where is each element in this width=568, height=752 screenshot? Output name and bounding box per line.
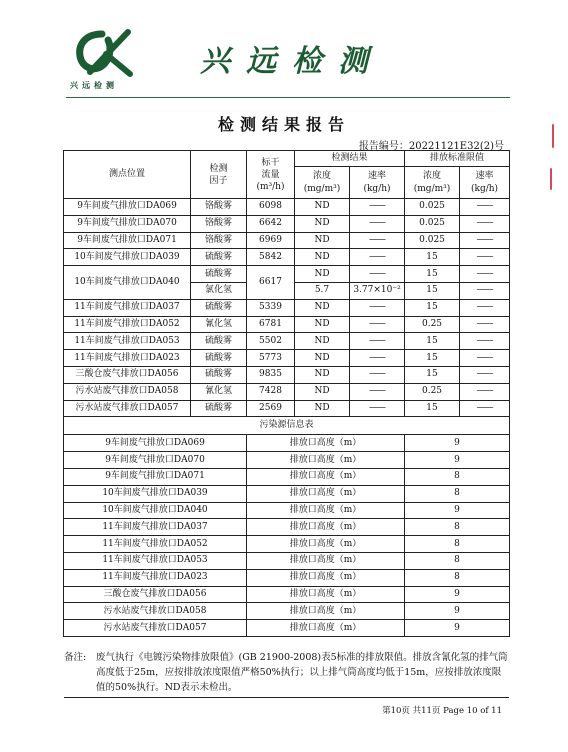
pollution-row [64,485,510,502]
cell-height: 9 [405,620,510,637]
cell-location: 9车间废气排放口DA071 [64,468,247,485]
header-limit-group: 排放标准限值 [405,151,510,167]
header-result-concentration: 浓度 (mg/m³) [295,167,350,199]
cell-flow: 5842 [247,249,295,266]
cell-location: 10车间废气排放口DA040 [64,502,247,519]
table-row [64,400,510,417]
cell-factor: 硫酸雾 [191,266,247,283]
cell-rate: —— [350,350,405,367]
cell-factor: 硫酸雾 [191,366,247,383]
pollution-row [64,536,510,553]
cell-limit-rate: —— [460,232,510,249]
cell-rate: —— [350,232,405,249]
cell-limit-rate: —— [460,249,510,266]
cell-location: 11车间废气排放口DA023 [64,569,247,586]
header-location: 测点位置 [64,151,191,199]
cell-height-label: 排放口高度（m） [247,586,405,603]
logo-subtitle: 兴远检测 [70,80,118,90]
cell-conc: ND [295,266,350,283]
pollution-section-title: 污染源信息表 [64,417,510,435]
cell-factor: 硫酸雾 [191,350,247,367]
page-indicator: 第10页 共11页 Page 10 of 11 [382,706,502,716]
cell-limit-conc: 0.25 [405,316,460,333]
cell-flow: 6098 [247,199,295,216]
cell-location: 9车间废气排放口DA069 [64,435,247,452]
table-row [64,366,510,383]
cell-conc: ND [295,249,350,266]
pollution-row [64,586,510,603]
pollution-row [64,603,510,620]
table-row [64,215,510,232]
results-table [63,150,510,637]
cell-flow: 6642 [247,215,295,232]
cell-height: 8 [405,468,510,485]
cell-conc: ND [295,383,350,400]
cell-factor: 氰化氢 [191,383,247,400]
cell-height: 9 [405,452,510,469]
cell-flow: 6781 [247,316,295,333]
cell-limit-rate: —— [460,350,510,367]
cell-location: 污水站废气排放口DA058 [64,383,191,400]
cell-conc: 5.7 [295,282,350,299]
table-row [64,299,510,316]
cell-height: 9 [405,586,510,603]
notes-label: 备注: [64,652,87,663]
cell-factor: 硫酸雾 [191,333,247,350]
cell-limit-conc: 0.025 [405,215,460,232]
cell-location: 11车间废气排放口DA052 [64,316,191,333]
report-title: 检测结果报告 [217,115,350,134]
cell-factor: 硫酸雾 [191,299,247,316]
cell-flow: 6617 [247,266,295,300]
cell-conc: ND [295,400,350,417]
table-row [64,249,510,266]
cell-factor: 硫酸雾 [191,249,247,266]
cell-conc: ND [295,366,350,383]
cell-location: 三酸仓废气排放口DA056 [64,366,191,383]
cell-rate: —— [350,366,405,383]
cell-limit-rate: —— [460,383,510,400]
cell-limit-conc: 0.025 [405,199,460,216]
table-row [64,232,510,249]
cell-location: 三酸仓废气排放口DA056 [64,586,247,603]
cell-limit-conc: 15 [405,400,460,417]
cell-limit-conc: 0.025 [405,232,460,249]
cell-flow: 5502 [247,333,295,350]
cell-limit-rate: —— [460,266,510,283]
cell-rate: —— [350,199,405,216]
header-flow-unit: (m³/h) [256,181,285,192]
cell-factor: 铬酸雾 [191,215,247,232]
company-name: 兴远检测 [200,44,384,79]
cell-location: 污水站废气排放口DA058 [64,603,247,620]
pollution-row [64,502,510,519]
cell-rate: —— [350,400,405,417]
table-row [64,316,510,333]
cell-height: 8 [405,569,510,586]
cell-factor: 铬酸雾 [191,232,247,249]
cell-location: 9车间废气排放口DA070 [64,452,247,469]
cell-height-label: 排放口高度（m） [247,620,405,637]
cell-limit-conc: 0.25 [405,383,460,400]
header-result-rate: 速率 (kg/h) [350,167,405,199]
cell-conc: ND [295,199,350,216]
header-flow [247,151,295,199]
cell-height: 9 [405,502,510,519]
cell-conc: ND [295,232,350,249]
cell-rate: 3.77×10⁻² [350,282,405,299]
cell-height: 8 [405,519,510,536]
cell-location: 11车间废气排放口DA037 [64,519,247,536]
cell-height: 9 [405,435,510,452]
cell-conc: ND [295,299,350,316]
header-limit-concentration: 浓度 (mg/m³) [405,167,460,199]
cell-limit-rate: —— [460,199,510,216]
cell-limit-conc: 15 [405,266,460,283]
cell-flow: 2569 [247,400,295,417]
pollution-section-title-row [64,417,510,435]
cell-height: 9 [405,603,510,620]
cell-location: 污水站废气排放口DA057 [64,400,191,417]
table-row [64,199,510,216]
cell-height: 8 [405,536,510,553]
cell-flow: 5773 [247,350,295,367]
cell-rate: —— [350,383,405,400]
cell-location: 11车间废气排放口DA053 [64,333,191,350]
cell-factor: 硫酸雾 [191,400,247,417]
cell-height-label: 排放口高度（m） [247,519,405,536]
cell-limit-rate: —— [460,366,510,383]
header-factor: 检测 因子 [191,151,247,199]
cell-rate: —— [350,299,405,316]
cell-location: 10车间废气排放口DA039 [64,485,247,502]
cell-height-label: 排放口高度（m） [247,603,405,620]
company-logo-icon [72,28,136,78]
cell-height-label: 排放口高度（m） [247,468,405,485]
table-row [64,266,510,283]
cell-factor: 氯化氢 [191,282,247,299]
cell-limit-rate: —— [460,316,510,333]
cell-height-label: 排放口高度（m） [247,435,405,452]
cell-rate: —— [350,333,405,350]
table-row [64,333,510,350]
cell-location: 11车间废气排放口DA053 [64,552,247,569]
cell-limit-conc: 15 [405,333,460,350]
cell-limit-rate: —— [460,400,510,417]
cell-limit-conc: 15 [405,299,460,316]
pollution-row [64,468,510,485]
cell-height: 8 [405,485,510,502]
cell-location: 10车间废气排放口DA039 [64,249,191,266]
cell-flow: 7428 [247,383,295,400]
pollution-row [64,435,510,452]
cell-factor: 氰化氢 [191,316,247,333]
scan-edge-mark [552,124,554,148]
cell-location: 9车间废气排放口DA071 [64,232,191,249]
table-row [64,350,510,367]
cell-height-label: 排放口高度（m） [247,485,405,502]
cell-flow: 9835 [247,366,295,383]
cell-height-label: 排放口高度（m） [247,569,405,586]
cell-limit-conc: 15 [405,282,460,299]
pollution-row [64,569,510,586]
header-result-group: 检测结果 [295,151,405,167]
table-row [64,383,510,400]
cell-conc: ND [295,316,350,333]
cell-rate: —— [350,266,405,283]
pollution-row [64,519,510,536]
cell-conc: ND [295,350,350,367]
cell-location: 11车间废气排放口DA023 [64,350,191,367]
cell-limit-rate: —— [460,282,510,299]
cell-location: 污水站废气排放口DA057 [64,620,247,637]
cell-flow: 6969 [247,232,295,249]
cell-rate: —— [350,215,405,232]
cell-height-label: 排放口高度（m） [247,502,405,519]
scan-edge-mark [550,168,552,190]
cell-factor: 铬酸雾 [191,199,247,216]
cell-limit-conc: 15 [405,366,460,383]
cell-conc: ND [295,215,350,232]
cell-limit-rate: —— [460,299,510,316]
cell-height-label: 排放口高度（m） [247,536,405,553]
cell-location: 10车间废气排放口DA040 [64,266,191,300]
cell-limit-rate: —— [460,333,510,350]
report-number: 报告编号：20221121E32(2)号 [358,141,504,152]
header-flow-label: 标干 流量 [261,157,280,180]
notes-text: 废气执行《电镀污染物排放限值》(GB 21900-2008)表5标准的排放限值。排放含氰化氢的排气筒高度低于25m，应按排放浓度限值严格50%执行；以上排气筒高度均低于15m，应按排放浓度限值的50%执行。ND表示未检出。 [96,652,508,693]
pollution-row [64,552,510,569]
header-divider [66,97,510,98]
header-limit-rate: 速率 (kg/h) [460,167,510,199]
cell-location: 9车间废气排放口DA069 [64,199,191,216]
cell-location: 9车间废气排放口DA070 [64,215,191,232]
cell-location: 11车间废气排放口DA037 [64,299,191,316]
cell-rate: —— [350,316,405,333]
cell-height-label: 排放口高度（m） [247,552,405,569]
cell-location: 11车间废气排放口DA052 [64,536,247,553]
cell-rate: —— [350,249,405,266]
cell-limit-conc: 15 [405,249,460,266]
cell-height: 8 [405,552,510,569]
footer-divider [64,697,509,698]
cell-flow: 5339 [247,299,295,316]
cell-height-label: 排放口高度（m） [247,452,405,469]
cell-conc: ND [295,333,350,350]
pollution-row [64,620,510,637]
pollution-row [64,452,510,469]
cell-limit-rate: —— [460,215,510,232]
cell-limit-conc: 15 [405,350,460,367]
